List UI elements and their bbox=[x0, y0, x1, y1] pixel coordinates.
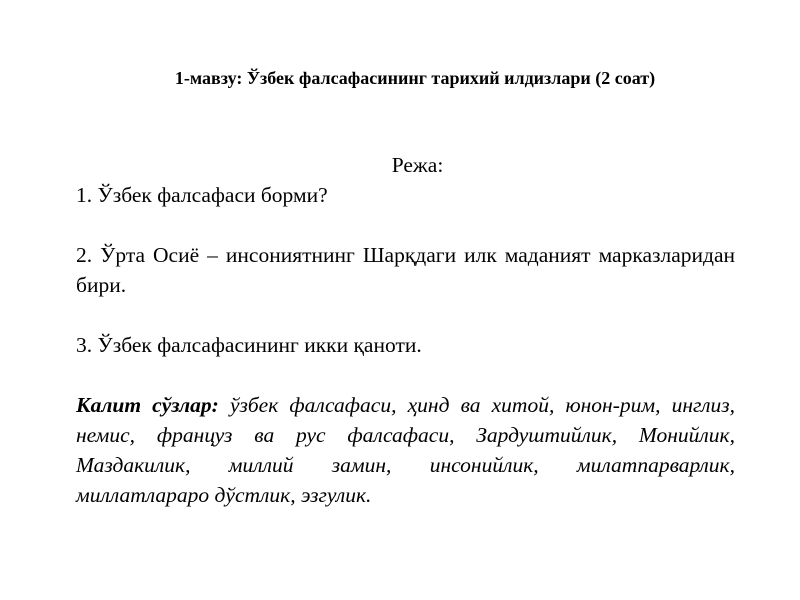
keywords-text: ўзбек фалсафаси, ҳинд ва хитой, юнон-рим, инглиз, немис, француз ва рус фалсафаси, Зардуштийлик, Монийлик, Маздакилик, миллий замин, инсонийлик, милатпарварлик, миллатлараро дўстлик, эзгулик. bbox=[76, 393, 735, 507]
plan-item-2: 2. Ўрта Осиё – инсониятнинг Шарқдаги илк маданият марказларидан бири. bbox=[76, 243, 735, 297]
keywords-paragraph bbox=[76, 390, 735, 510]
plan-item-3: 3. Ўзбек фалсафасининг икки қаноти. bbox=[76, 333, 422, 357]
keywords-label: Калит сўзлар: bbox=[76, 393, 219, 417]
plan-heading: Режа: bbox=[391, 153, 444, 177]
document-body bbox=[76, 150, 735, 510]
plan-item-1: 1. Ўзбек фалсафаси борми? bbox=[76, 183, 328, 207]
topic-title: 1-мавзу: Ўзбек фалсафасининг тарихий илдизлари (2 соат) bbox=[174, 68, 656, 88]
